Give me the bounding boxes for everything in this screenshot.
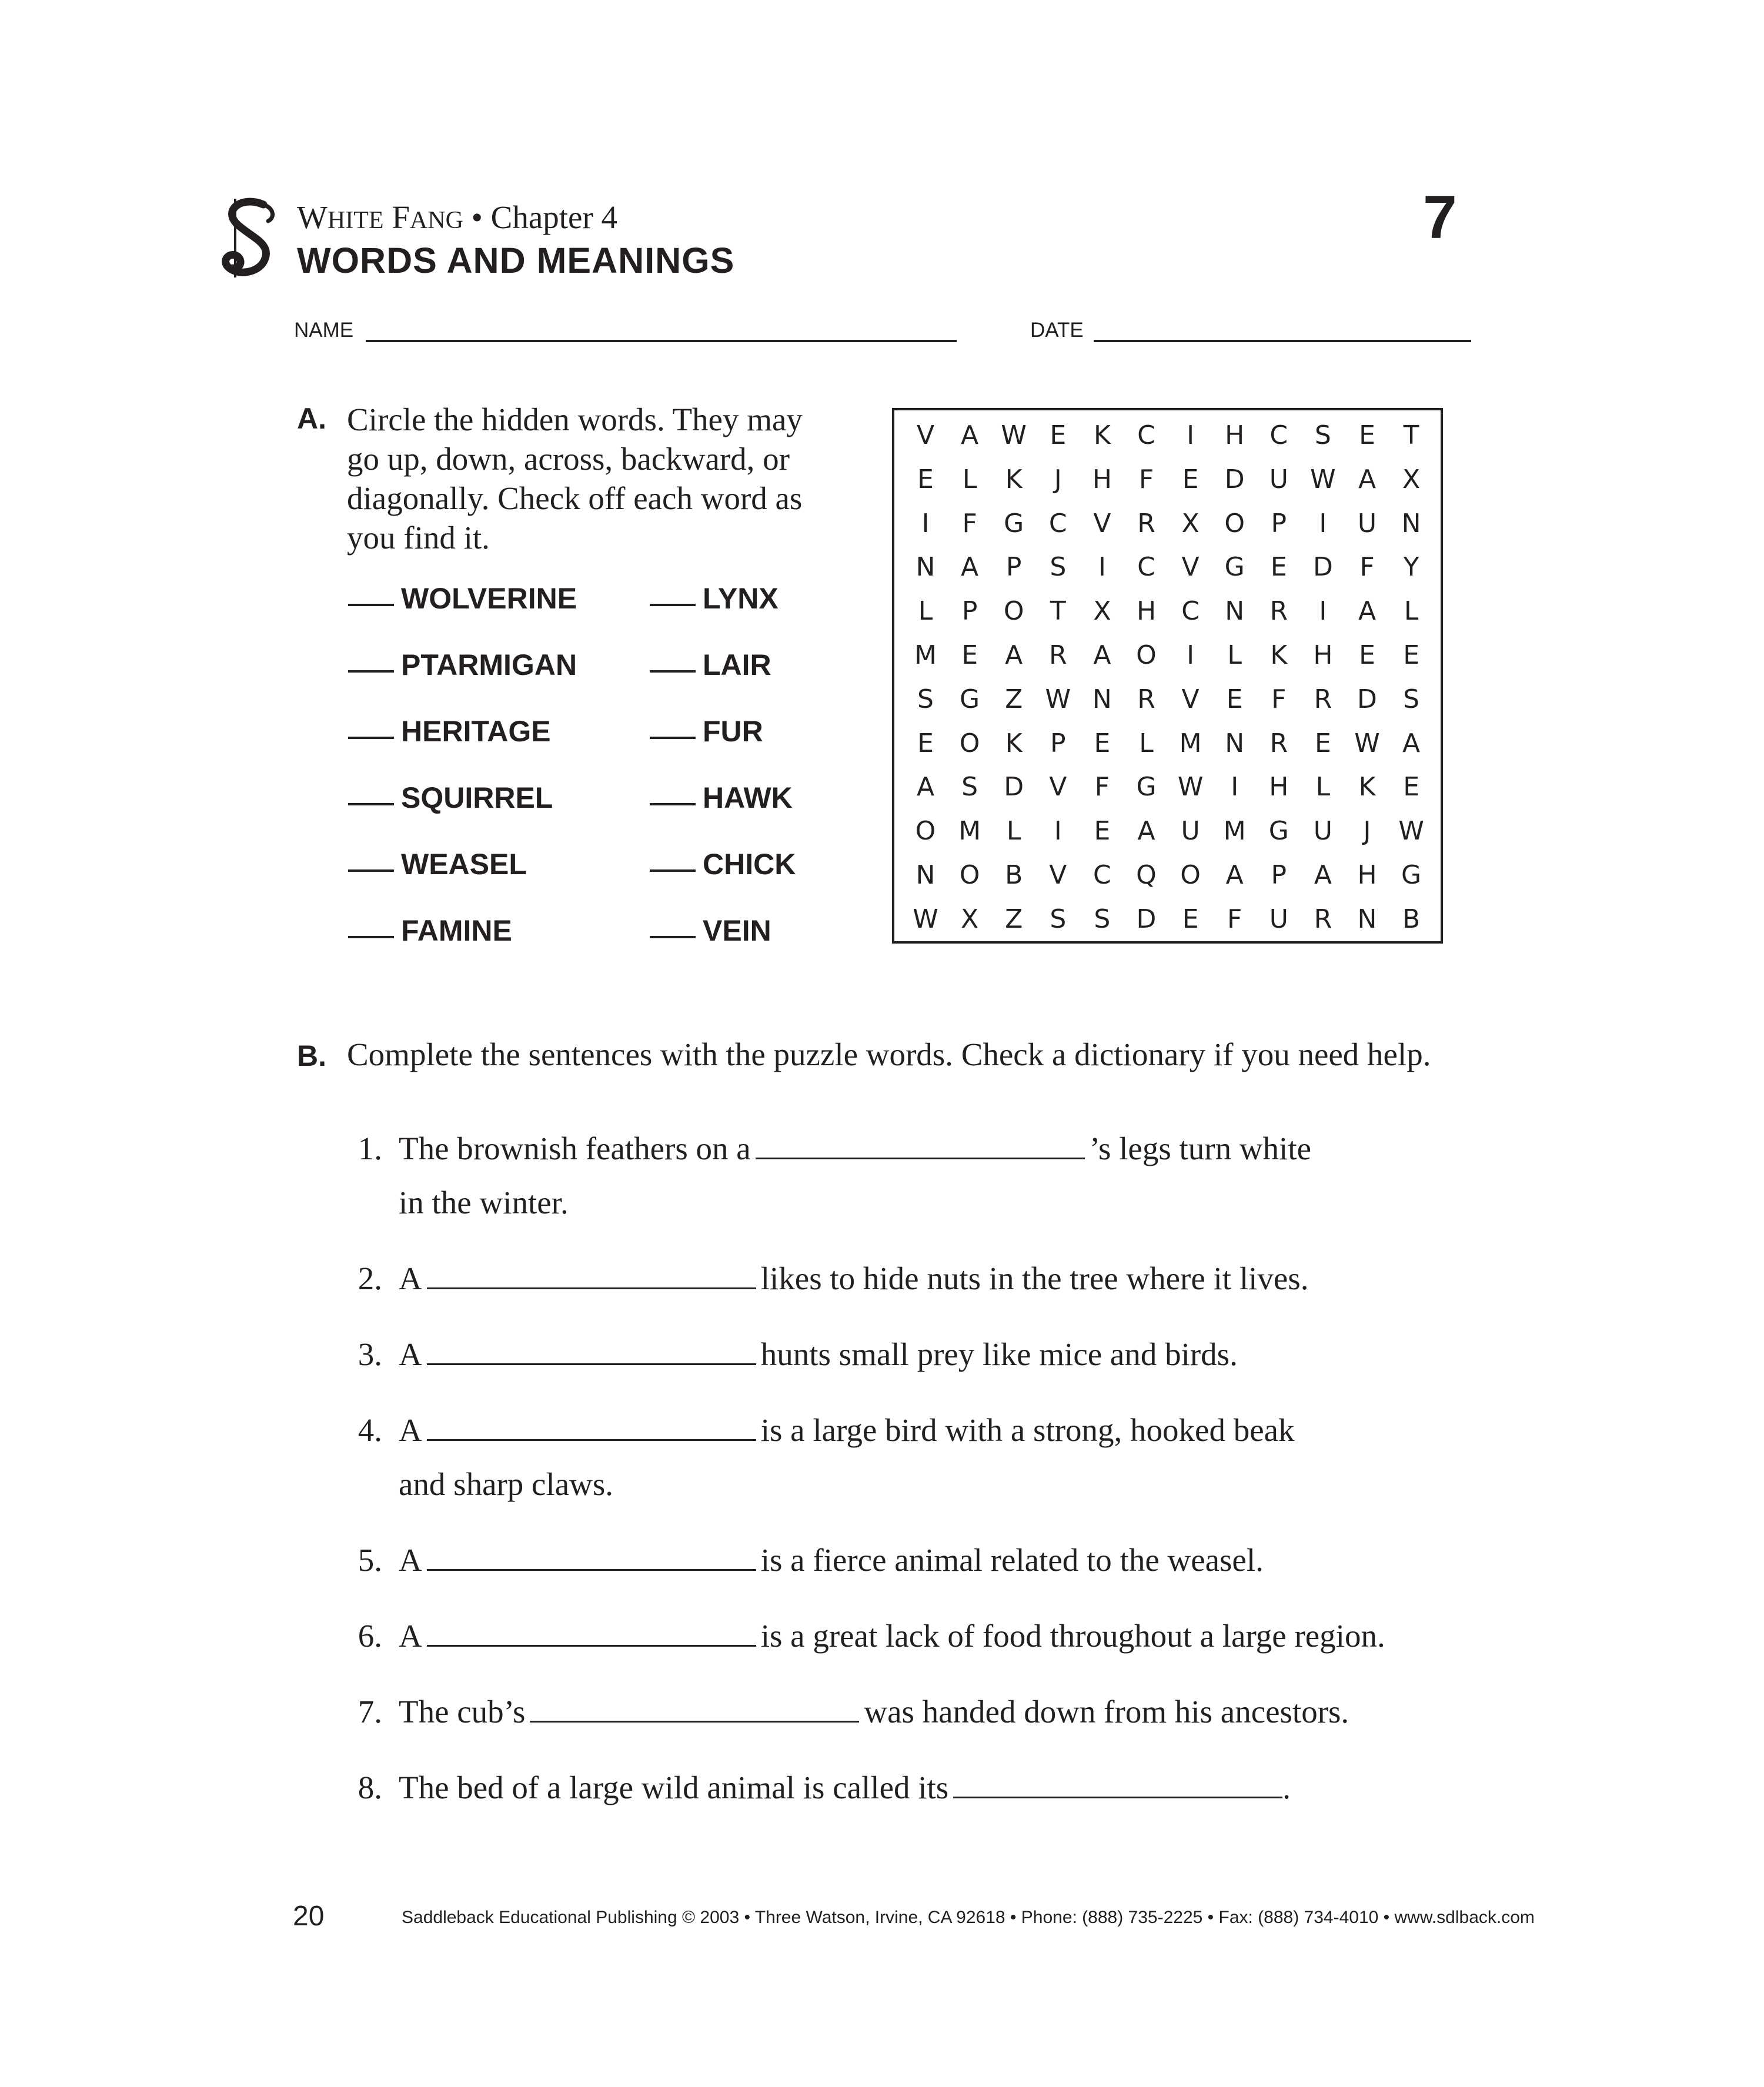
check-blank[interactable]	[348, 869, 394, 872]
grid-letter[interactable]: V	[1181, 684, 1200, 714]
grid-letter[interactable]: S	[961, 772, 978, 802]
grid-letter[interactable]: H	[1357, 860, 1377, 890]
date-field[interactable]	[1094, 340, 1471, 342]
book-chapter-title: WHITE FANG • Chapter 4	[297, 199, 618, 235]
word-check-item[interactable]: PTARMIGAN	[348, 647, 577, 683]
worksheet-number: 7	[1423, 183, 1457, 252]
grid-letter[interactable]: V	[1181, 552, 1200, 583]
grid-letter[interactable]: E	[917, 728, 934, 758]
question-number: 2.	[358, 1260, 382, 1296]
grid-letter[interactable]: R	[1314, 684, 1332, 714]
grid-letter[interactable]: P	[1271, 508, 1287, 539]
grid-letter[interactable]: M	[1179, 728, 1202, 758]
check-blank[interactable]	[650, 604, 696, 606]
section-b-instructions: Complete the sentences with the puzzle words. Check a dictionary if you need help.	[347, 1036, 1431, 1072]
grid-letter[interactable]: E	[1359, 420, 1375, 450]
grid-letter[interactable]: C	[1137, 552, 1155, 583]
grid-letter[interactable]: W	[1045, 684, 1071, 714]
grid-letter[interactable]: E	[1359, 640, 1375, 670]
grid-letter[interactable]: K	[1358, 772, 1376, 802]
grid-letter[interactable]: A	[961, 552, 979, 583]
grid-letter[interactable]: I	[1187, 420, 1195, 450]
grid-letter[interactable]: U	[1357, 508, 1377, 539]
grid-letter[interactable]: M	[1223, 816, 1246, 847]
grid-letter[interactable]: W	[1001, 420, 1027, 450]
question-sentence: The cub’s was handed down from his ancestors.	[399, 1694, 1349, 1730]
question-sentence: A is a great lack of food throughout a large region.	[399, 1618, 1385, 1654]
grid-letter[interactable]: N	[916, 860, 936, 890]
grid-letter[interactable]: D	[1357, 684, 1377, 714]
grid-letter[interactable]: O	[915, 816, 936, 847]
grid-letter[interactable]: E	[1182, 904, 1199, 934]
answer-blank[interactable]	[427, 1645, 756, 1647]
grid-letter[interactable]: A	[916, 772, 935, 802]
check-blank[interactable]	[650, 936, 696, 938]
grid-letter[interactable]: P	[1050, 728, 1066, 758]
grid-letter[interactable]: N	[1225, 596, 1245, 627]
grid-letter[interactable]: G	[1136, 772, 1157, 802]
word-check-item[interactable]: WEASEL	[348, 847, 527, 882]
word-check-item[interactable]: FUR	[650, 714, 763, 749]
question-number: 1.	[358, 1131, 382, 1166]
grid-letter[interactable]: S	[1403, 684, 1420, 714]
grid-letter[interactable]: I	[921, 508, 930, 539]
grid-letter[interactable]: R	[1049, 640, 1067, 670]
check-blank[interactable]	[650, 737, 696, 739]
grid-letter[interactable]: V	[916, 420, 935, 450]
grid-letter[interactable]: N	[1357, 904, 1377, 934]
grid-letter[interactable]: V	[1049, 772, 1067, 802]
question-sentence: A is a fierce animal related to the weasel.	[399, 1542, 1264, 1578]
question-number: 8.	[358, 1770, 382, 1805]
check-blank[interactable]	[348, 670, 394, 673]
grid-letter[interactable]: R	[1269, 596, 1288, 627]
grid-letter[interactable]: A	[1225, 860, 1244, 890]
grid-letter[interactable]: S	[1094, 904, 1111, 934]
grid-letter[interactable]: U	[1313, 816, 1332, 847]
grid-letter[interactable]: G	[1224, 552, 1245, 583]
saddleback-s-logo-icon	[218, 194, 288, 282]
grid-letter[interactable]: E	[1094, 816, 1111, 847]
grid-letter[interactable]: A	[1314, 860, 1332, 890]
grid-letter[interactable]: B	[1005, 860, 1023, 890]
grid-letter[interactable]: C	[1181, 596, 1200, 627]
check-blank[interactable]	[348, 604, 394, 606]
grid-letter[interactable]: I	[1054, 816, 1062, 847]
grid-letter[interactable]: E	[1270, 552, 1287, 583]
grid-letter[interactable]: F	[962, 508, 977, 539]
answer-blank[interactable]	[427, 1287, 756, 1289]
grid-letter[interactable]: L	[1227, 640, 1242, 670]
grid-letter[interactable]: G	[960, 684, 980, 714]
grid-letter[interactable]: J	[1363, 816, 1371, 847]
grid-letter[interactable]: R	[1137, 508, 1155, 539]
grid-letter[interactable]: O	[959, 728, 980, 758]
word-check-item[interactable]: WOLVERINE	[348, 581, 577, 616]
word-check-item[interactable]: HAWK	[650, 780, 793, 815]
word-check-item[interactable]: HERITAGE	[348, 714, 551, 749]
word-search-grid[interactable]	[892, 408, 1443, 944]
grid-letter[interactable]: F	[1138, 464, 1154, 494]
name-field[interactable]	[366, 340, 957, 342]
question-sentence: The bed of a large wild animal is called its .	[399, 1770, 1291, 1805]
check-blank[interactable]	[650, 803, 696, 805]
word-check-item[interactable]: FAMINE	[348, 913, 512, 948]
grid-letter[interactable]: A	[1358, 464, 1377, 494]
grid-letter[interactable]: E	[917, 464, 934, 494]
grid-letter[interactable]: S	[1050, 552, 1067, 583]
grid-letter[interactable]: L	[1404, 596, 1419, 627]
grid-letter[interactable]: J	[1054, 464, 1062, 494]
grid-letter[interactable]: E	[1094, 728, 1111, 758]
section-b-letter: B.	[297, 1039, 326, 1072]
grid-letter[interactable]: P	[961, 596, 978, 627]
grid-letter[interactable]: E	[1403, 640, 1419, 670]
grid-letter[interactable]: H	[1225, 420, 1245, 450]
grid-letter[interactable]: Z	[1005, 904, 1023, 934]
answer-blank[interactable]	[953, 1797, 1282, 1798]
grid-letter[interactable]: T	[1050, 596, 1066, 627]
grid-letter[interactable]: X	[1093, 596, 1111, 627]
grid-letter[interactable]: I	[1231, 772, 1239, 802]
grid-letter[interactable]: E	[1226, 684, 1243, 714]
grid-letter[interactable]: R	[1314, 904, 1332, 934]
grid-letter[interactable]: A	[1358, 596, 1377, 627]
grid-letter[interactable]: L	[1139, 728, 1154, 758]
grid-letter[interactable]: E	[1182, 464, 1199, 494]
grid-letter[interactable]: Q	[1136, 860, 1157, 890]
grid-letter[interactable]: S	[1314, 420, 1331, 450]
grid-letter[interactable]: E	[961, 640, 978, 670]
grid-letter[interactable]: G	[1004, 508, 1024, 539]
grid-letter[interactable]: U	[1181, 816, 1200, 847]
grid-letter[interactable]: C	[1137, 420, 1155, 450]
grid-letter[interactable]: C	[1093, 860, 1111, 890]
answer-blank[interactable]	[427, 1569, 756, 1571]
question-number: 7.	[358, 1694, 382, 1730]
grid-letter[interactable]: A	[1402, 728, 1421, 758]
grid-letter[interactable]: N	[1401, 508, 1421, 539]
grid-letter[interactable]: K	[1005, 728, 1023, 758]
grid-letter[interactable]: I	[1319, 596, 1327, 627]
section-a-letter: A.	[297, 402, 326, 435]
grid-letter[interactable]: X	[1181, 508, 1200, 539]
grid-letter[interactable]: L	[918, 596, 933, 627]
section-a-instructions: Circle the hidden words. They may go up, down, across, backward, or diagonally. Check off each word as you find it.	[347, 402, 803, 556]
grid-letter[interactable]: U	[1269, 904, 1288, 934]
page-number: 20	[293, 1901, 325, 1932]
grid-letter[interactable]: P	[1005, 552, 1022, 583]
grid-letter[interactable]: I	[1187, 640, 1195, 670]
question-sentence: The brownish feathers on a ’s legs turn white	[399, 1131, 1312, 1166]
grid-letter[interactable]: L	[1315, 772, 1331, 802]
grid-letter[interactable]: E	[1403, 772, 1419, 802]
grid-letter[interactable]: Z	[1005, 684, 1023, 714]
question-number: 4.	[358, 1412, 382, 1448]
grid-letter[interactable]: K	[1270, 640, 1288, 670]
grid-letter[interactable]: M	[958, 816, 981, 847]
grid-letter[interactable]: V	[1093, 508, 1111, 539]
grid-letter[interactable]: A	[1137, 816, 1155, 847]
grid-letter[interactable]: R	[1269, 728, 1288, 758]
question-sentence: A hunts small prey like mice and birds.	[399, 1336, 1238, 1372]
grid-letter[interactable]: F	[1227, 904, 1242, 934]
check-blank[interactable]	[348, 737, 394, 739]
grid-letter[interactable]: O	[959, 860, 980, 890]
grid-letter[interactable]: S	[917, 684, 934, 714]
answer-blank[interactable]	[530, 1721, 859, 1723]
grid-letter[interactable]: N	[1092, 684, 1112, 714]
grid-letter[interactable]: V	[1049, 860, 1067, 890]
grid-letter[interactable]: T	[1403, 420, 1419, 450]
grid-letter[interactable]: N	[916, 552, 936, 583]
grid-letter[interactable]: Y	[1403, 552, 1419, 583]
grid-letter[interactable]: K	[1093, 420, 1111, 450]
word-check-item[interactable]: LYNX	[650, 581, 779, 616]
grid-letter[interactable]: U	[1269, 464, 1288, 494]
grid-letter[interactable]: A	[961, 420, 979, 450]
word-check-item[interactable]: VEIN	[650, 913, 771, 948]
grid-letter[interactable]: D	[1004, 772, 1024, 802]
grid-letter[interactable]: B	[1402, 904, 1421, 934]
question-continuation: in the winter.	[399, 1185, 569, 1220]
check-blank[interactable]	[650, 869, 696, 872]
word-check-item[interactable]: LAIR	[650, 647, 771, 683]
answer-blank[interactable]	[427, 1439, 756, 1441]
grid-letter[interactable]: F	[1359, 552, 1375, 583]
grid-letter[interactable]: L	[962, 464, 977, 494]
grid-letter[interactable]: I	[1098, 552, 1106, 583]
question-number: 3.	[358, 1336, 382, 1372]
check-blank[interactable]	[650, 670, 696, 673]
question-sentence: A is a large bird with a strong, hooked beak	[399, 1412, 1295, 1448]
grid-letter[interactable]: D	[1136, 904, 1157, 934]
grid-letter[interactable]: D	[1312, 552, 1333, 583]
grid-letter[interactable]: D	[1224, 464, 1245, 494]
grid-letter[interactable]: H	[1269, 772, 1289, 802]
grid-letter[interactable]: O	[1136, 640, 1157, 670]
question-number: 6.	[358, 1618, 382, 1654]
grid-letter[interactable]: A	[1093, 640, 1111, 670]
grid-letter[interactable]: E	[1050, 420, 1067, 450]
answer-blank[interactable]	[756, 1158, 1085, 1159]
grid-letter[interactable]: P	[1271, 860, 1287, 890]
publisher-footer: Saddleback Educational Publishing © 2003 • Three Watson, Irvine, CA 92618 • Phone: (888) 735-2225 • Fax: (888) 734-4010 • www.sdlback.com	[402, 1908, 1535, 1927]
grid-letter[interactable]: L	[1006, 816, 1021, 847]
grid-letter[interactable]: O	[1003, 596, 1024, 627]
grid-letter[interactable]: X	[1402, 464, 1421, 494]
grid-letter[interactable]: X	[961, 904, 979, 934]
grid-letter[interactable]: W	[1177, 772, 1204, 802]
grid-letter[interactable]: O	[1224, 508, 1245, 539]
grid-letter[interactable]: E	[1314, 728, 1331, 758]
grid-letter[interactable]: G	[1268, 816, 1289, 847]
name-label: NAME	[294, 319, 354, 342]
grid-letter[interactable]: K	[1005, 464, 1023, 494]
grid-letter[interactable]: F	[1271, 684, 1287, 714]
grid-letter[interactable]: W	[913, 904, 938, 934]
grid-letter[interactable]: S	[1050, 904, 1067, 934]
question-continuation: and sharp claws.	[399, 1466, 614, 1502]
grid-letter[interactable]: I	[1319, 508, 1327, 539]
grid-letter[interactable]: H	[1136, 596, 1157, 627]
grid-letter[interactable]: W	[1354, 728, 1380, 758]
grid-letter[interactable]: M	[914, 640, 937, 670]
question-sentence: A likes to hide nuts in the tree where it lives.	[399, 1260, 1309, 1296]
grid-letter[interactable]: A	[1005, 640, 1023, 670]
grid-letter[interactable]: W	[1310, 464, 1336, 494]
grid-letter[interactable]: O	[1180, 860, 1201, 890]
word-check-item[interactable]: SQUIRREL	[348, 780, 553, 815]
worksheet-title: WORDS AND MEANINGS	[297, 240, 735, 280]
grid-letter[interactable]: G	[1401, 860, 1422, 890]
grid-letter[interactable]: H	[1313, 640, 1333, 670]
grid-letter[interactable]: C	[1048, 508, 1067, 539]
grid-letter[interactable]: H	[1092, 464, 1112, 494]
word-check-item[interactable]: CHICK	[650, 847, 796, 882]
date-label: DATE	[1030, 319, 1084, 342]
check-blank[interactable]	[348, 803, 394, 805]
grid-letter[interactable]: R	[1137, 684, 1155, 714]
grid-letter[interactable]: N	[1225, 728, 1245, 758]
grid-letter[interactable]: F	[1094, 772, 1110, 802]
grid-letter[interactable]: W	[1398, 816, 1424, 847]
check-blank[interactable]	[348, 936, 394, 938]
question-number: 5.	[358, 1542, 382, 1578]
answer-blank[interactable]	[427, 1363, 756, 1365]
grid-letter[interactable]: C	[1269, 420, 1288, 450]
